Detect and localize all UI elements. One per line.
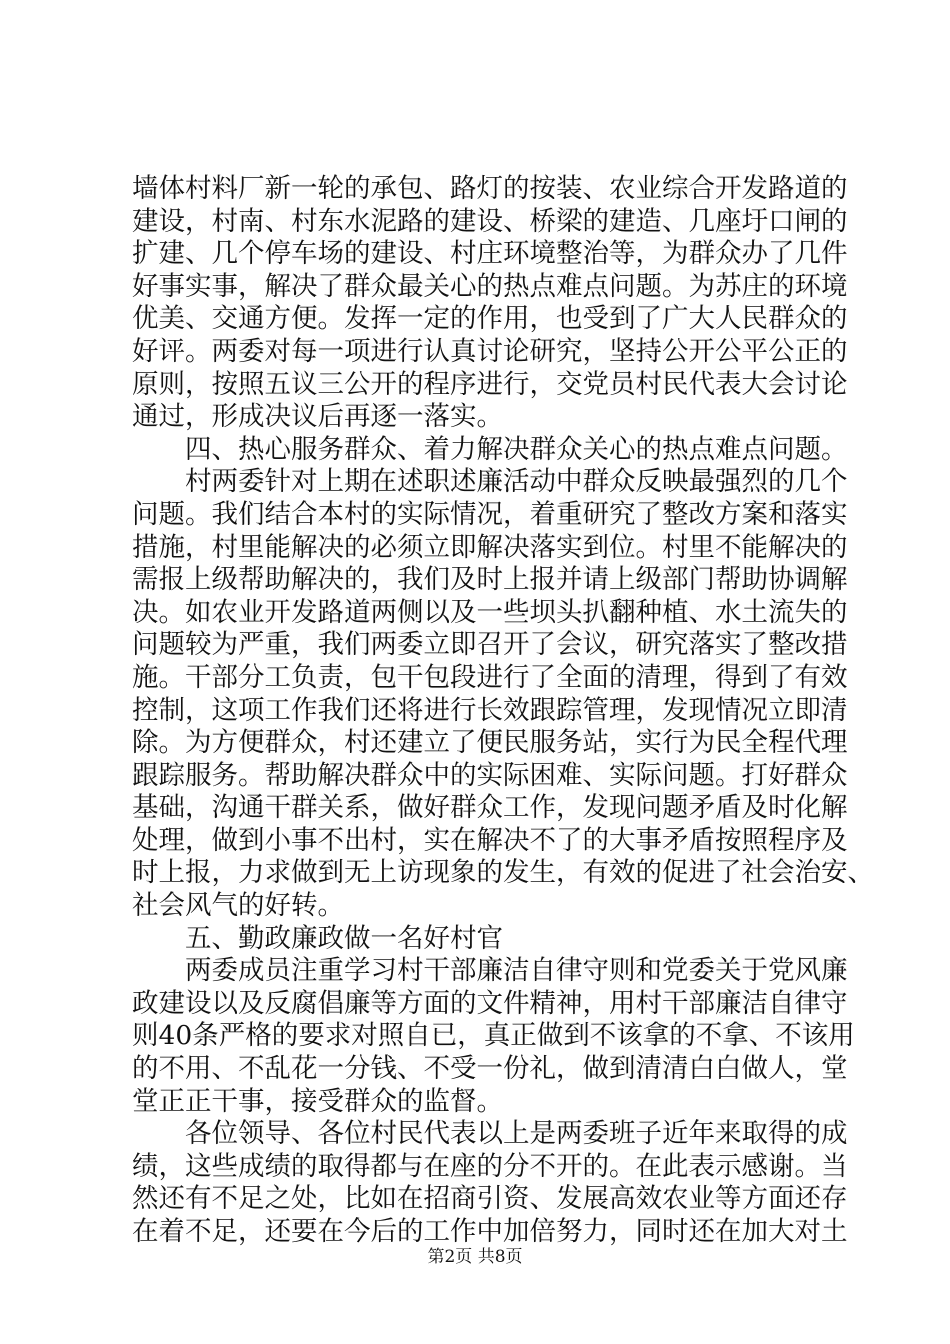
text-line: 建设，村南、村东水泥路的建设、桥梁的建造、几座圩口闸的: [132, 205, 848, 237]
document-body: [132, 173, 874, 1249]
text-line: 决。如农业开发路道两侧以及一些坝头扒翻种植、水土流失的: [132, 596, 848, 628]
text-line: 控制，这项工作我们还将进行长效跟踪管理，发现情况立即清: [132, 694, 848, 726]
text-line: 基础，沟通干群关系，做好群众工作，发现问题矛盾及时化解: [132, 792, 848, 824]
text-line: 通过，形成决议后再逐一落实。: [132, 401, 503, 433]
text-line: 然还有不足之处，比如在招商引资、发展高效农业等方面还存: [132, 1183, 848, 1215]
text-line: 的不用、不乱花一分钱、不受一份礼，做到清清白白做人，堂: [132, 1053, 848, 1085]
text-line: 堂正正干事，接受群众的监督。: [132, 1085, 503, 1117]
paragraph-start: 村两委针对上期在述职述廉活动中群众反映最强烈的几个: [185, 466, 848, 498]
text-line: 除。为方便群众，村还建立了便民服务站，实行为民全程代理: [132, 727, 848, 759]
page-footer: 第2页 共8页: [427, 1247, 523, 1267]
text-line: 扩建、几个停车场的建设、村庄环境整治等，为群众办了几件: [132, 238, 848, 270]
text-line: 时上报，力求做到无上访现象的发生，有效的促进了社会治安、: [132, 857, 874, 889]
text-line: 社会风气的好转。: [132, 890, 344, 922]
text-line: 措施，村里能解决的必须立即解决落实到位。村里不能解决的: [132, 531, 848, 563]
section-heading: 四、热心服务群众、着力解决群众关心的热点难点问题。: [185, 433, 848, 465]
paragraph-start: 各位领导、各位村民代表以上是两委班子近年来取得的成: [185, 1118, 848, 1150]
text-line: 政建设以及反腐倡廉等方面的文件精神，用村干部廉洁自律守: [132, 987, 848, 1019]
text-line: 处理，做到小事不出村，实在解决不了的大事矛盾按照程序及: [132, 824, 848, 856]
text-line: 问题较为严重，我们两委立即召开了会议，研究落实了整改措: [132, 629, 848, 661]
text-line: 好评。两委对每一项进行认真讨论研究，坚持公开公平公正的: [132, 335, 848, 367]
text-line: 施。干部分工负责，包干包段进行了全面的清理，得到了有效: [132, 661, 848, 693]
text-line: 墙体村料厂新一轮的承包、路灯的按装、农业综合开发路道的: [132, 173, 848, 204]
paragraph-start: 两委成员注重学习村干部廉洁自律守则和党委关于党风廉: [185, 955, 848, 987]
text-line: 原则，按照五议三公开的程序进行，交党员村民代表大会讨论: [132, 368, 848, 400]
text-line: 优美、交通方便。发挥一定的作用，也受到了广大人民群众的: [132, 303, 848, 335]
text-line: 则40条严格的要求对照自已，真正做到不该拿的不拿、不该用: [132, 1020, 855, 1052]
text-line: 跟踪服务。帮助解决群众中的实际困难、实际问题。打好群众: [132, 759, 848, 791]
text-line: 需报上级帮助解决的，我们及时上报并请上级部门帮助协调解: [132, 564, 848, 596]
text-line: 在着不足，还要在今后的工作中加倍努力，同时还在加大对土: [132, 1216, 848, 1247]
text-line: 好事实事，解决了群众最关心的热点难点问题。为苏庄的环境: [132, 270, 848, 302]
section-heading: 五、勤政廉政做一名好村官: [185, 922, 503, 954]
text-line: 绩，这些成绩的取得都与在座的分不开的。在此表示感谢。当: [132, 1150, 848, 1182]
text-line: 问题。我们结合本村的实际情况，着重研究了整改方案和落实: [132, 498, 848, 530]
